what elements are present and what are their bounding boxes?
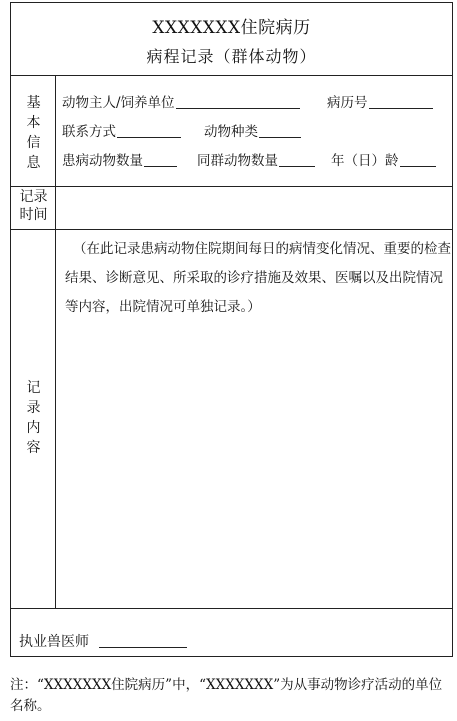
contact-label: 联系方式	[62, 124, 116, 140]
record-content-instruction: （在此记录患病动物住院期间每日的病情变化情况、重要的检查结果、诊断意见、所采取的诊疗措施及效果、医嘱以及出院情况等内容，出院情况可单独记录。）	[65, 241, 451, 315]
species-field[interactable]	[204, 120, 301, 140]
divider	[11, 229, 452, 230]
record-content-area[interactable]	[57, 343, 451, 605]
vet-signature-blank[interactable]	[99, 633, 187, 648]
age-blank[interactable]	[400, 152, 436, 167]
vet-signature-label: 执业兽医师	[19, 634, 89, 650]
species-blank[interactable]	[259, 123, 301, 138]
record-content-label-text: 记录内容	[26, 380, 41, 456]
record-time-label	[11, 188, 56, 224]
sick-count-field[interactable]	[62, 149, 177, 169]
sick-count-blank[interactable]	[144, 152, 177, 167]
herd-count-label: 同群动物数量	[197, 153, 278, 169]
age-field[interactable]	[331, 149, 436, 169]
owner-blank[interactable]	[176, 94, 300, 109]
record-number-label: 病历号	[327, 95, 368, 111]
form-title: XXXXXXX住院病历	[152, 18, 311, 38]
divider	[11, 608, 452, 609]
record-number-field[interactable]	[327, 91, 433, 111]
vet-signature-field[interactable]	[19, 631, 187, 651]
footnote: 注：“XXXXXXX住院病历”中，“XXXXXXX”为从事动物诊疗活动的单位名称。	[10, 677, 443, 714]
record-number-blank[interactable]	[369, 94, 433, 109]
divider	[11, 186, 452, 187]
record-content-label	[11, 378, 56, 458]
sick-count-label: 患病动物数量	[62, 153, 143, 169]
record-time-input[interactable]	[59, 191, 449, 225]
owner-label: 动物主人/饲养单位	[62, 95, 175, 111]
herd-count-blank[interactable]	[279, 152, 315, 167]
contact-blank[interactable]	[117, 123, 181, 138]
medical-record-form	[10, 2, 453, 657]
basic-info-label	[11, 93, 56, 173]
divider	[11, 75, 452, 76]
basic-info-label-text: 基本信息	[26, 95, 41, 171]
age-label: 年（日）龄	[331, 153, 399, 169]
owner-field[interactable]	[62, 91, 300, 111]
herd-count-field[interactable]	[197, 149, 315, 169]
record-time-label-text: 记录时间	[19, 189, 48, 223]
species-label: 动物种类	[204, 124, 258, 140]
form-subtitle: 病程记录（群体动物）	[146, 47, 317, 66]
contact-field[interactable]	[62, 120, 181, 140]
